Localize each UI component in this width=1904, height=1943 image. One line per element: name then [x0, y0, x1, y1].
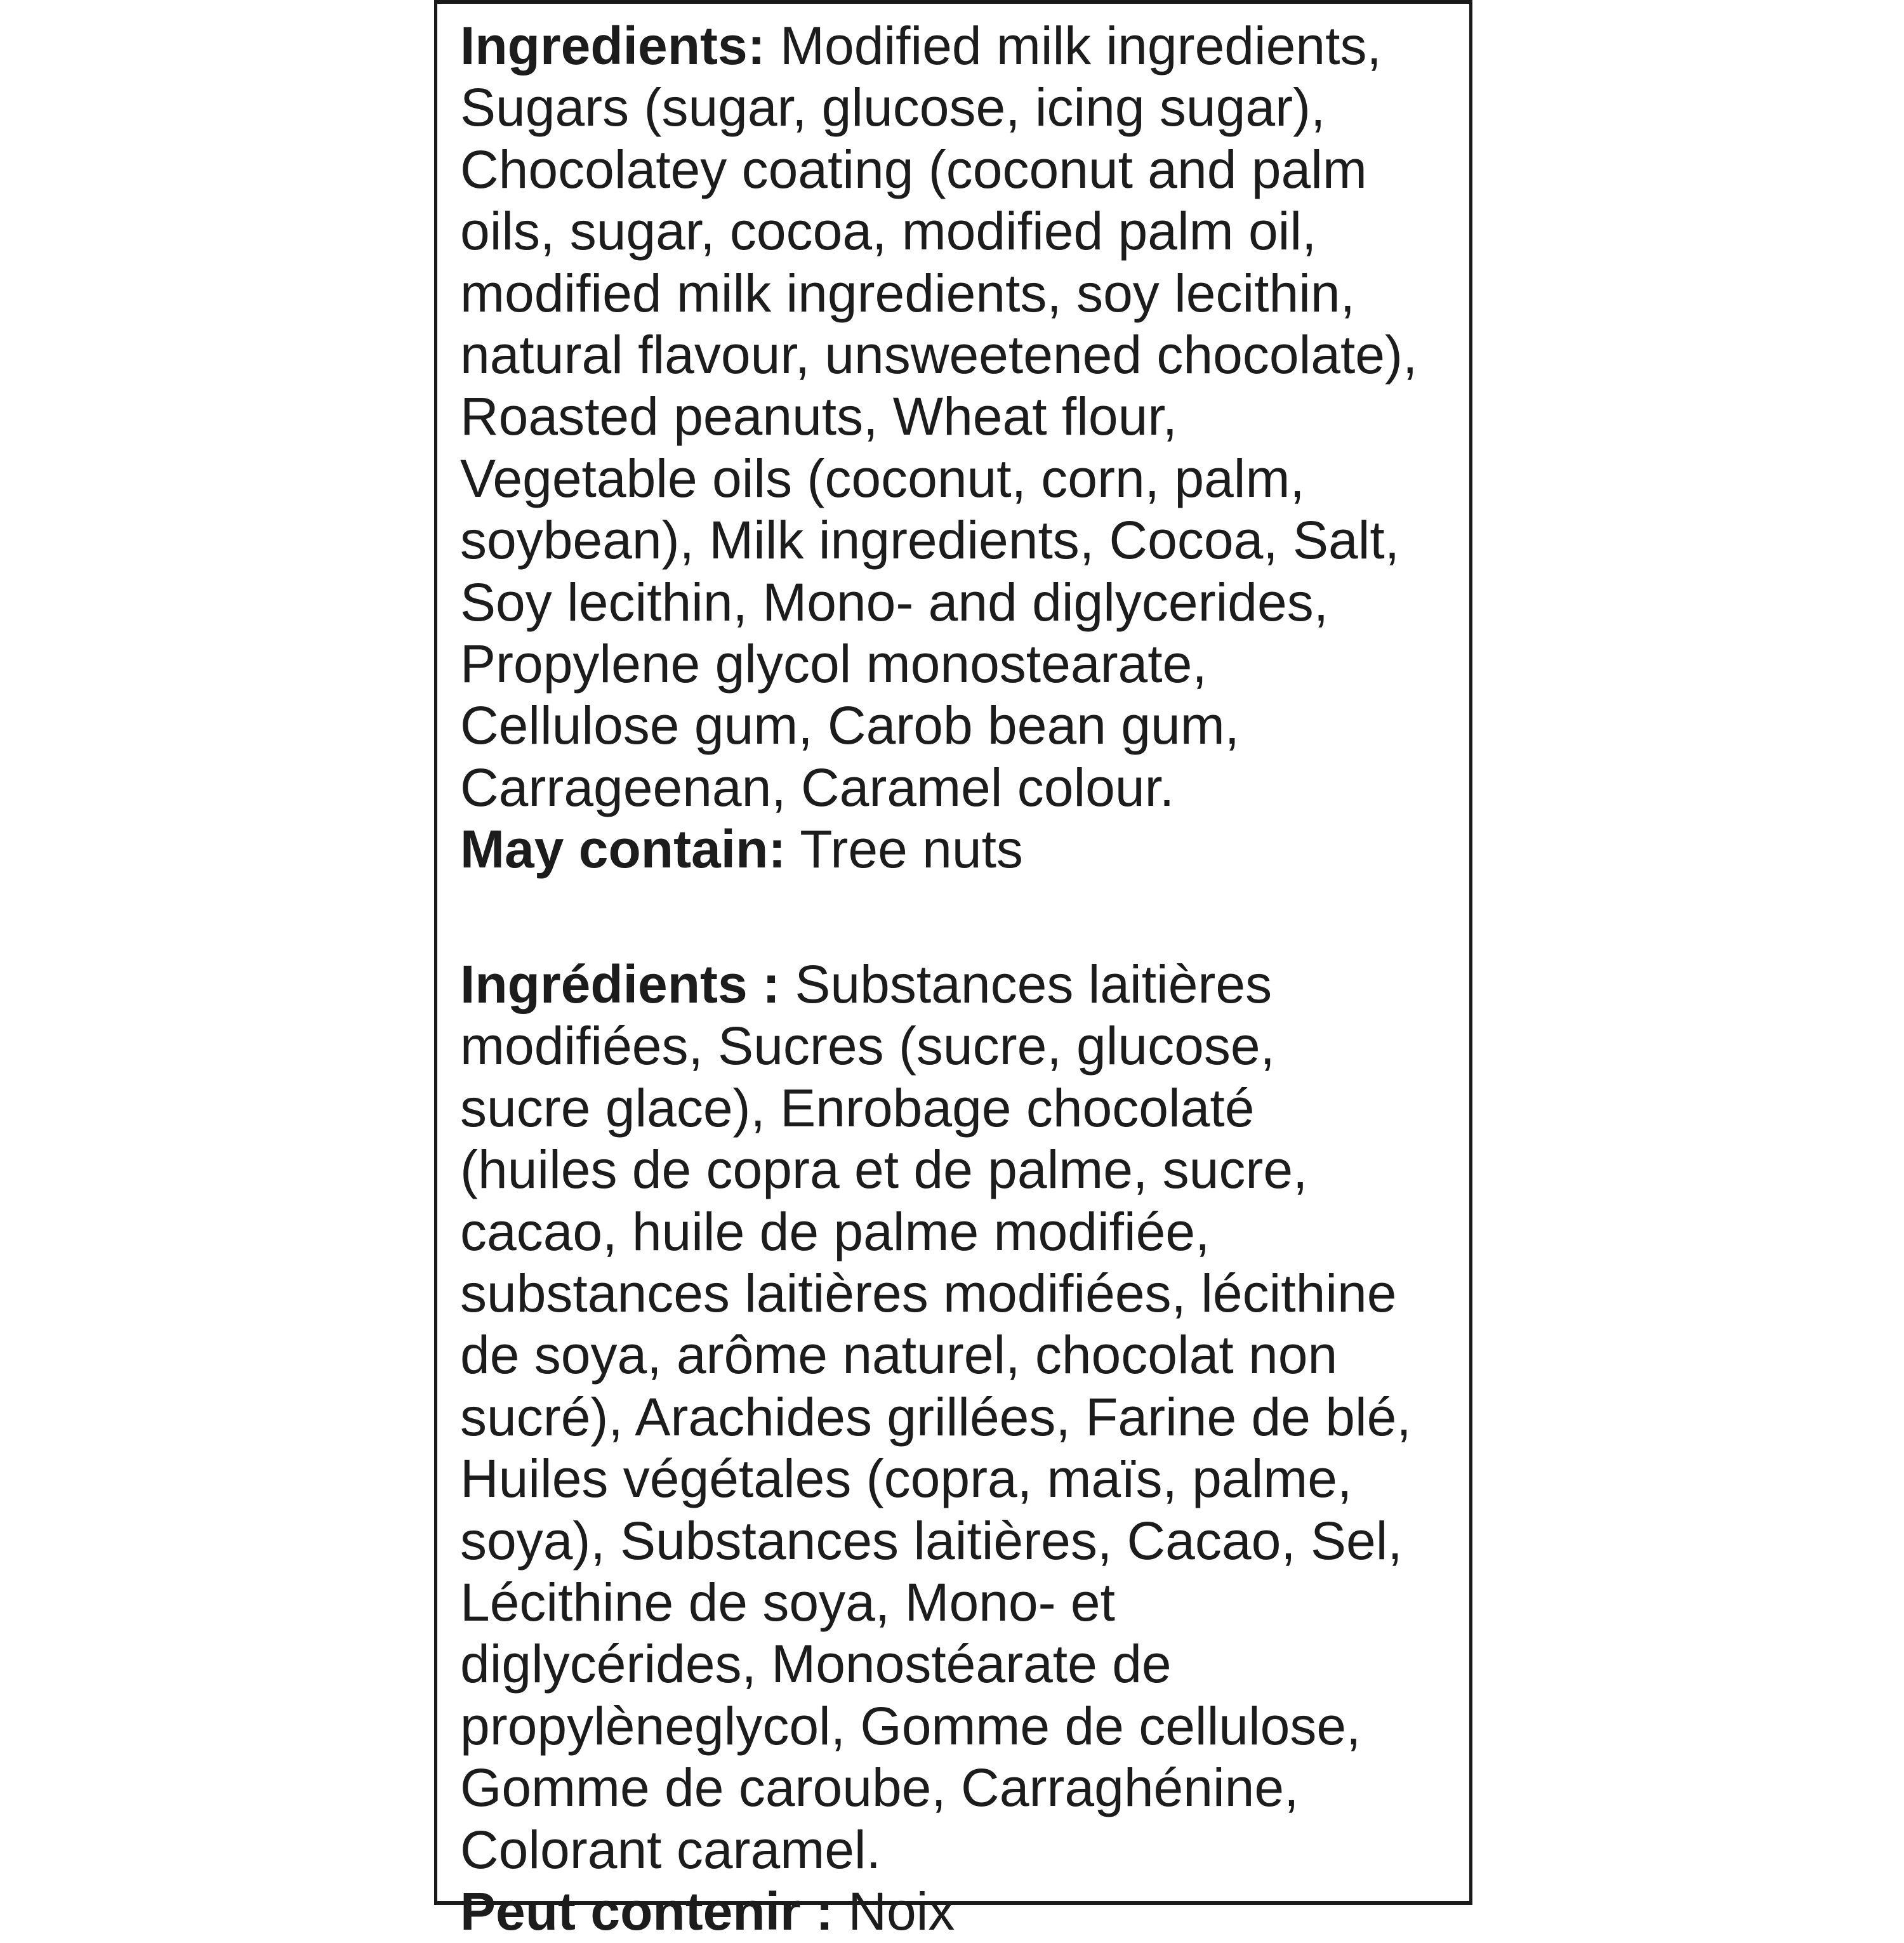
ingredients-text: Modified milk ingredients,	[765, 16, 1382, 76]
ingredients-fr-text: Substances laitières	[780, 954, 1273, 1014]
ingredients-text-line: Sugars (sugar, glucose, icing sugar),	[460, 77, 1326, 138]
ingredients-fr-text-line: Gomme de caroube, Carraghénine,	[460, 1758, 1299, 1818]
ingredients-text-line: Chocolatey coating (coconut and palm	[460, 139, 1367, 199]
ingredients-fr-heading: Ingrédients :	[460, 954, 781, 1014]
ingredients-text-line: modified milk ingredients, soy lecithin,	[460, 263, 1355, 323]
ingredients-fr-text-line: soya), Substances laitières, Cacao, Sel,	[460, 1510, 1403, 1571]
ingredients-fr-text-line: de soya, arôme naturel, chocolat non	[460, 1325, 1338, 1385]
ingredients-text-line: Cellulose gum, Carob bean gum,	[460, 695, 1240, 756]
may-contain-label: May contain:	[460, 819, 786, 879]
ingredients-text-line: Roasted peanuts, Wheat flour,	[460, 386, 1178, 447]
ingredients-text-line: Soy lecithin, Mono- and diglycerides,	[460, 572, 1329, 632]
ingredients-label-panel	[434, 0, 1472, 1942]
may-contain-fr-label: Peut contenir :	[460, 1881, 834, 1942]
ingredients-text-line: Propylene glycol monostearate,	[460, 634, 1207, 694]
may-contain-fr-value: Noix	[833, 1881, 955, 1942]
ingredients-fr-text-line: sucré), Arachides grillées, Farine de blé,	[460, 1386, 1411, 1447]
ingredients-fr-text-line: substances laitières modifiées, lécithine	[460, 1263, 1397, 1324]
ingredients-text-line: Carrageenan, Caramel colour.	[460, 757, 1175, 817]
ingredients-text-line: Vegetable oils (coconut, corn, palm,	[460, 448, 1305, 508]
ingredients-text-line: oils, sugar, cocoa, modified palm oil,	[460, 201, 1317, 261]
english-ingredients-section	[460, 15, 1463, 881]
french-ingredients-section	[460, 954, 1463, 1943]
ingredients-fr-text-line: diglycérides, Monostéarate de	[460, 1634, 1172, 1694]
may-contain-line	[460, 819, 1463, 880]
ingredients-fr-text-line: sucre glace), Enrobage chocolaté	[460, 1077, 1255, 1138]
ingredients-text-line: soybean), Milk ingredients, Cocoa, Salt,	[460, 510, 1400, 570]
ingredients-first-line	[460, 15, 1463, 77]
ingredients-fr-text-line: (huiles de copra et de palme, sucre,	[460, 1140, 1308, 1200]
ingredients-fr-text-line: cacao, huile de palme modifiée,	[460, 1201, 1210, 1261]
may-contain-fr-line	[460, 1881, 1463, 1942]
may-contain-value: Tree nuts	[786, 819, 1023, 879]
ingredients-fr-text-line: modifiées, Sucres (sucre, glucose,	[460, 1016, 1275, 1076]
ingredients-fr-text-line: Lécithine de soya, Mono- et	[460, 1572, 1115, 1633]
ingredients-text-line: natural flavour, unsweetened chocolate),	[460, 325, 1418, 385]
ingredients-fr-text-line: propylèneglycol, Gomme de cellulose,	[460, 1696, 1361, 1756]
ingredients-fr-first-line	[460, 954, 1463, 1015]
ingredients-fr-text-line: Colorant caramel.	[460, 1819, 881, 1880]
ingredients-heading: Ingredients:	[460, 16, 765, 76]
ingredients-fr-text-line: Huiles végétales (copra, maïs, palme,	[460, 1449, 1352, 1509]
